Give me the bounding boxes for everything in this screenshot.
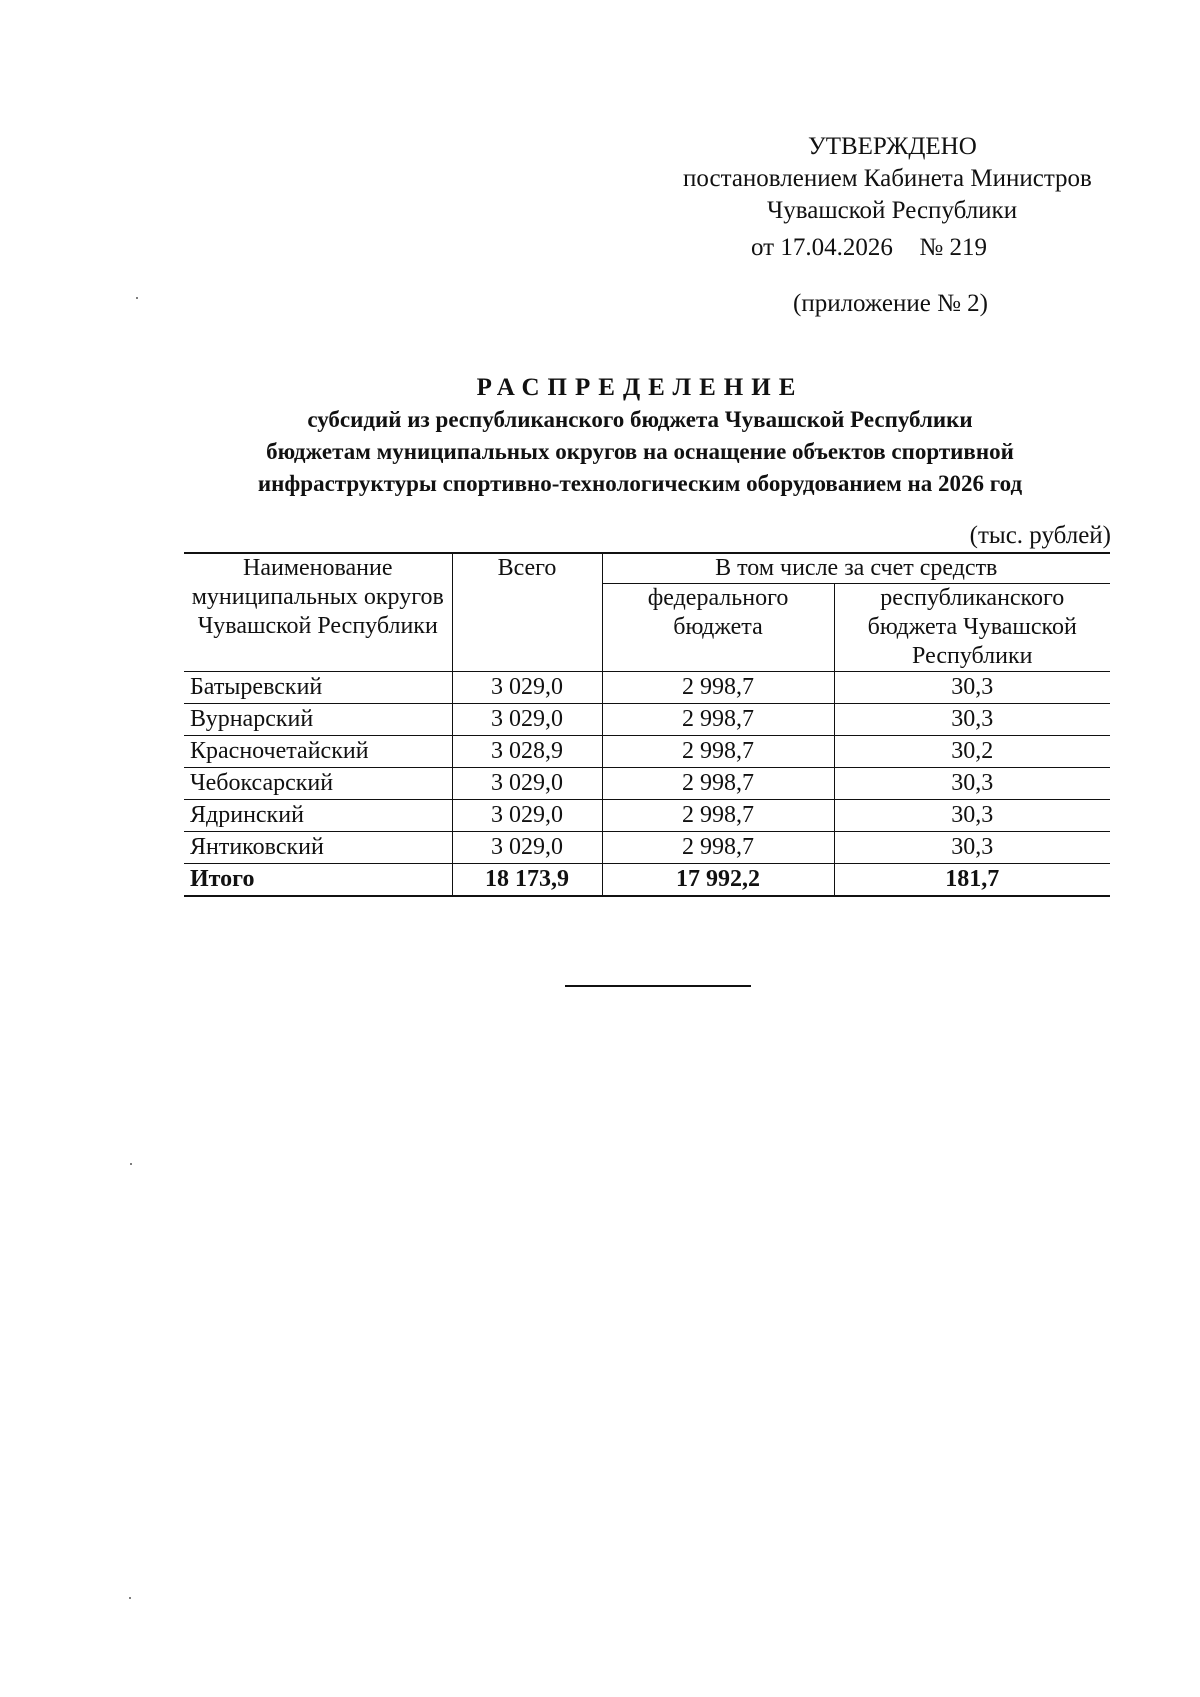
- table-row: [184, 736, 1110, 768]
- header-name: Наименование муниципальных округов Чувашской Республики: [184, 553, 452, 672]
- row-republic: 30,2: [834, 736, 1110, 768]
- total-republic: 181,7: [834, 864, 1110, 897]
- approval-date: 17.04.2026: [780, 234, 893, 261]
- row-total: 3 029,0: [452, 704, 602, 736]
- title-line-1: субсидий из республиканского бюджета Чувашской Республики: [307, 407, 973, 432]
- end-rule-divider: [565, 985, 751, 987]
- row-total: 3 029,0: [452, 832, 602, 864]
- scan-speck: [130, 1163, 132, 1165]
- total-row: [184, 864, 1110, 897]
- header-republic: республиканского бюджета Чувашской Республики: [834, 584, 1110, 672]
- total-federal: 17 992,2: [602, 864, 834, 897]
- row-federal: 2 998,7: [602, 832, 834, 864]
- total-sum: 18 173,9: [452, 864, 602, 897]
- date-label: от: [751, 234, 775, 261]
- approval-authority: постановлением Кабинета Министров: [683, 165, 1092, 192]
- document-title: [160, 372, 1120, 500]
- approval-number: 219: [949, 234, 987, 261]
- row-name: Красночетайский: [184, 736, 452, 768]
- row-total: 3 029,0: [452, 800, 602, 832]
- title-line-3: инфраструктуры спортивно-технологическим оборудованием на 2026 год: [257, 471, 1023, 496]
- table-row: [184, 704, 1110, 736]
- title-heading: РАСПРЕДЕЛЕНИЕ: [476, 374, 804, 401]
- table-row: [184, 832, 1110, 864]
- row-republic: 30,3: [834, 832, 1110, 864]
- row-federal: 2 998,7: [602, 800, 834, 832]
- row-federal: 2 998,7: [602, 768, 834, 800]
- row-name: Батыревский: [184, 672, 452, 704]
- header-group: В том числе за счет средств: [602, 553, 1110, 584]
- row-name: Янтиковский: [184, 832, 452, 864]
- title-line-2: бюджетам муниципальных округов на оснащение объектов спортивной: [266, 439, 1014, 464]
- row-republic: 30,3: [834, 768, 1110, 800]
- table-row: [184, 672, 1110, 704]
- approval-republic: Чувашской Республики: [767, 197, 1018, 224]
- row-total: 3 029,0: [452, 672, 602, 704]
- row-republic: 30,3: [834, 704, 1110, 736]
- approval-stamp: УТВЕРЖДЕНО: [808, 133, 977, 160]
- row-total: 3 029,0: [452, 768, 602, 800]
- subsidy-table: [184, 552, 1110, 897]
- scan-speck: [129, 1597, 131, 1599]
- row-federal: 2 998,7: [602, 672, 834, 704]
- row-republic: 30,3: [834, 672, 1110, 704]
- header-total: Всего: [452, 553, 602, 672]
- row-name: Ядринский: [184, 800, 452, 832]
- header-federal: федерального бюджета: [602, 584, 834, 672]
- row-federal: 2 998,7: [602, 736, 834, 768]
- annex-label: (приложение № 2): [793, 290, 989, 317]
- approval-date-line: [751, 231, 987, 264]
- row-total: 3 028,9: [452, 736, 602, 768]
- units-label: (тыс. рублей): [969, 522, 1111, 549]
- row-federal: 2 998,7: [602, 704, 834, 736]
- table-header-row: [184, 553, 1110, 584]
- row-name: Вурнарский: [184, 704, 452, 736]
- total-name: Итого: [184, 864, 452, 897]
- row-republic: 30,3: [834, 800, 1110, 832]
- table-row: [184, 768, 1110, 800]
- table-row: [184, 800, 1110, 832]
- scan-speck: [136, 297, 138, 299]
- row-name: Чебоксарский: [184, 768, 452, 800]
- number-label: №: [919, 234, 944, 261]
